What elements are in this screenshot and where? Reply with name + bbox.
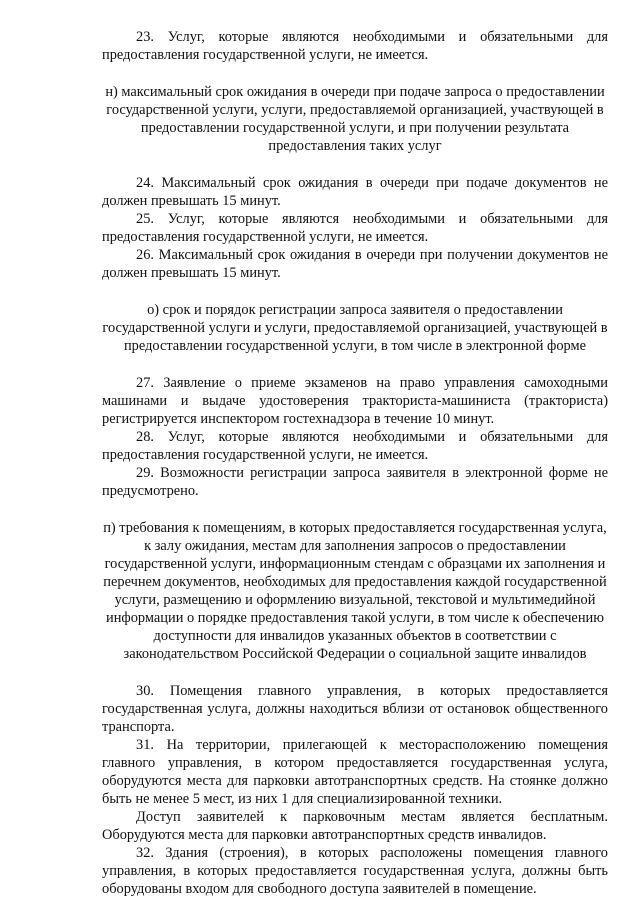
paragraph-24: 24. Максимальный срок ожидания в очереди при подаче документов не должен превышать 15 минут. (102, 175, 608, 209)
paragraph-23: 23. Услуг, которые являются необходимыми и обязательными для предоставления государственной услуги, не имеется. (102, 29, 608, 63)
paragraph-27: 27. Заявление о приеме экзаменов на право управления самоходными машинами и выдаче удостоверения тракториста-машиниста (тракториста) регистрируется инспектором гостехнадзора в течение 10 минут. (102, 375, 608, 427)
paragraph-31-parking: Доступ заявителей к парковочным местам является бесплатным. Оборудуются места для парковки автотранспортных средств инвалидов. (102, 809, 608, 843)
paragraph-28: 28. Услуг, которые являются необходимыми и обязательными для предоставления государственной услуги, не имеется. (102, 429, 608, 463)
section-heading-n: н) максимальный срок ожидания в очереди при подаче запроса о предоставлении государственной услуги, услуги, предоставляемой организацией, участвующей в предоставлении государственной услуги, и при получении результата предоставления таких услуг (105, 84, 605, 154)
paragraph-32: 32. Здания (строения), в которых расположены помещения главного управления, в которых предоставляется государственная услуга, должны быть оборудованы входом для свободного доступа заявителей в помещение. (102, 845, 608, 897)
document-page (102, 28, 608, 898)
paragraph-30: 30. Помещения главного управления, в которых предоставляется государственная услуга, должны находиться вблизи от остановок общественного транспорта. (102, 683, 608, 735)
section-heading-o: о) срок и порядок регистрации запроса заявителя о предоставлении государственной услуги и услуги, предоставляемой организацией, участвующей в предоставлении государственной услуги, в том числе в электронной форме (102, 302, 608, 354)
paragraph-25: 25. Услуг, которые являются необходимыми и обязательными для предоставления государственной услуги, не имеется. (102, 211, 608, 245)
paragraph-29: 29. Возможности регистрации запроса заявителя в электронной форме не предусмотрено. (102, 465, 608, 499)
paragraph-26: 26. Максимальный срок ожидания в очереди при получении документов не должен превышать 15 минут. (102, 247, 608, 281)
section-heading-p: п) требования к помещениям, в которых предоставляется государственная услуга, к залу ожидания, местам для заполнения запросов о предоставлении государственной услуги, информационным стендам с образцами их заполнения и перечнем документов, необходимых для предоставления каждой государственной услуги, размещению и оформлению визуальной, текстовой и мультимедийной информации о порядке предоставления такой услуги, в том числе к обеспечению доступности для инвалидов указанных объектов в соответствии с законодательством Российской Федерации о социальной защите инвалидов (103, 520, 607, 662)
paragraph-31: 31. На территории, прилегающей к месторасположению помещения главного управления, в котором предоставляется государственная услуга, оборудуются места для парковки автотранспортных средств. На стоянке должно быть не менее 5 мест, из них 1 для специализированной техники. (102, 737, 608, 807)
